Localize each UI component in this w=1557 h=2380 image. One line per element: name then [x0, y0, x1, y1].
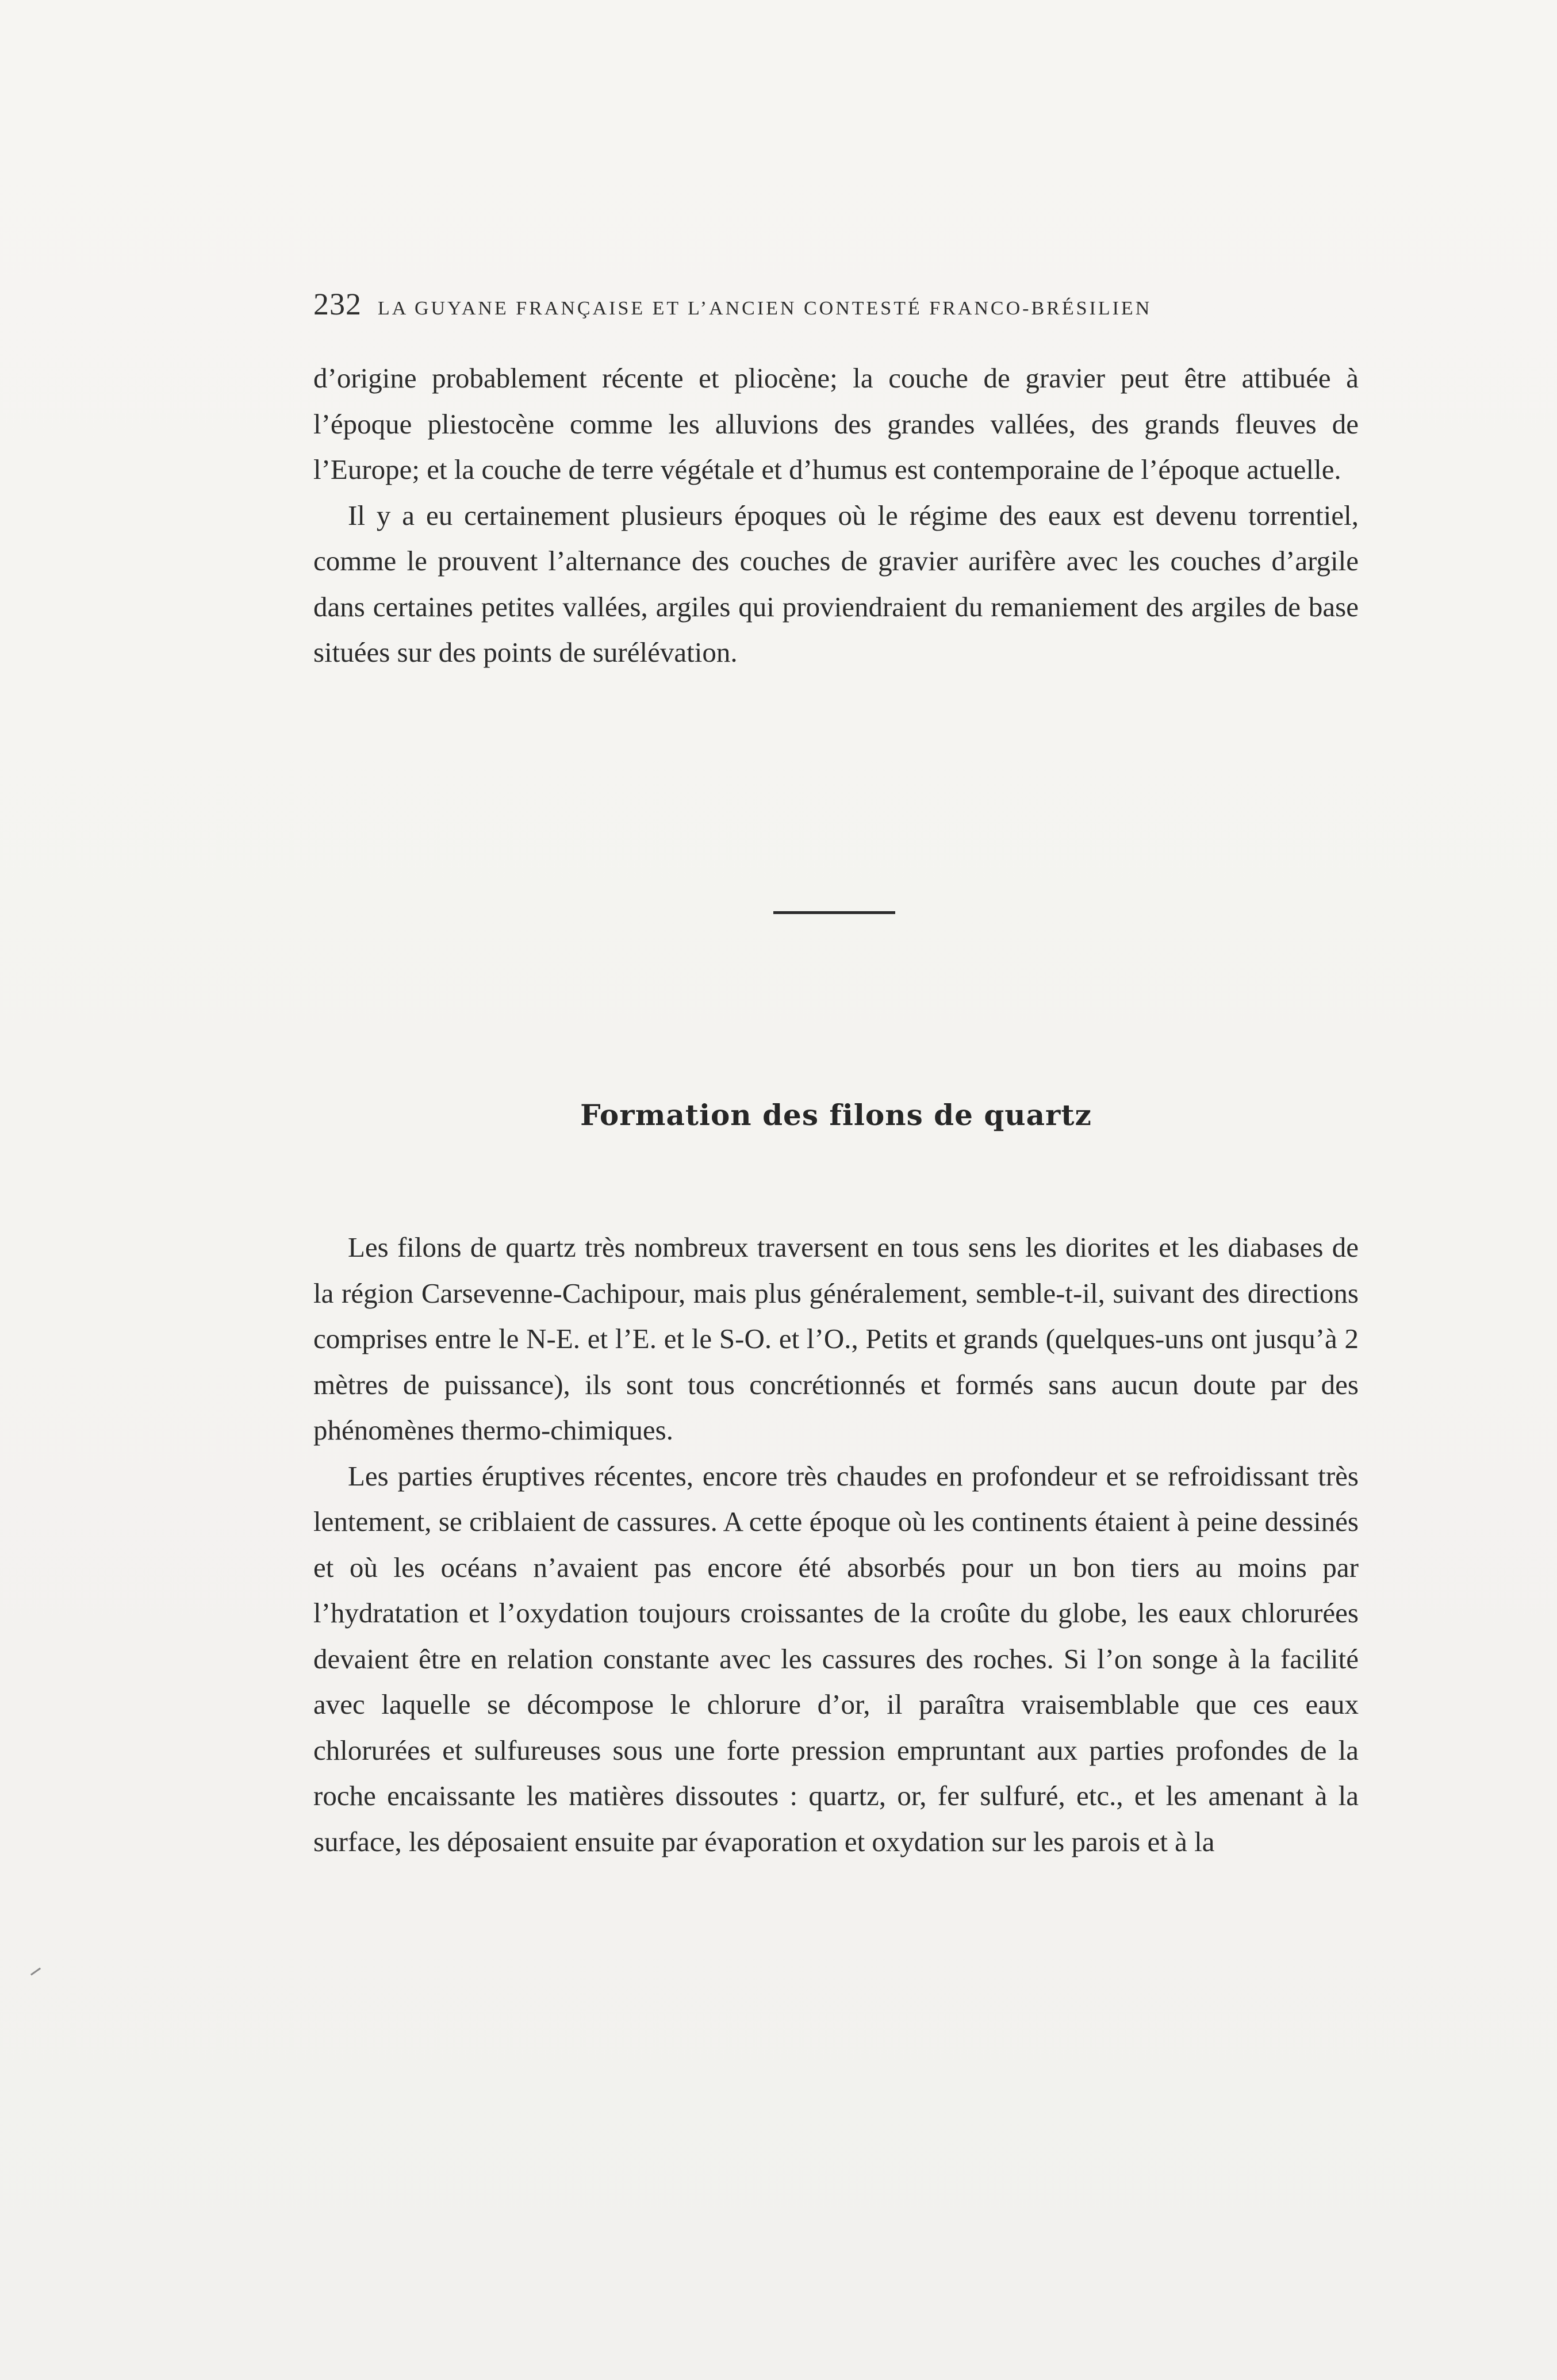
continued-text-block [313, 355, 1359, 675]
page-header [313, 286, 1274, 327]
section-heading: Formation des filons de quartz [580, 1098, 1092, 1132]
section-text-block [313, 1224, 1359, 1864]
paragraph: d’origine probablement récente et pliocène; la couche de gravier peut être attibuée à l’époque pliestocène comme les alluvions des grandes vallées, des grands fleuves de l’Europe; et la couche de terre végétale et d’humus est contemporaine de l’époque actuelle. [313, 362, 1359, 485]
section-divider [773, 911, 895, 914]
paragraph: Les parties éruptives récentes, encore très chaudes en profondeur et se refroidissant très lentement, se criblaient de cassures. A cette époque où les continents étaient à peine dessinés et où les océans n’avaient pas encore été absorbés pour un bon tiers au moins par l’hydratation et l’oxydation toujours croissantes de la croûte du globe, les eaux chlorurées devaient être en relation constante avec les cassures des roches. Si l’on songe à la facilité avec laquelle se décompose le chlorure d’or, il paraîtra vraisemblable que ces eaux chlorurées et sulfureuses sous une forte pression empruntant aux parties profondes de la roche encaissante les matières dissoutes : quartz, or, fer sulfuré, etc., et les amenant à la surface, les déposaient ensuite par évaporation et oxydation sur les parois et à la [313, 1460, 1359, 1857]
paragraph: Les filons de quartz très nombreux traversent en tous sens les diorites et les diabases de la région Carsevenne-Cachipour, mais plus généralement, semble-t-il, suivant des directions comprises entre le N-E. et l’E. et le S-O. et l’O., Petits et grands (quelques-uns ont jusqu’à 2 mètres de puissance), ils sont tous concrétionnés et formés sans aucun doute par des phénomènes thermo-chimiques. [313, 1231, 1359, 1446]
running-head: LA GUYANE FRANÇAISE ET L’ANCIEN CONTESTÉ FRANCO-BRÉSILIEN [378, 298, 1152, 319]
page-number: 232 [313, 287, 362, 321]
margin-speck [30, 1968, 41, 1976]
paragraph: Il y a eu certainement plusieurs époques où le régime des eaux est devenu torrentiel, comme le prouvent l’alternance des couches de gravier aurifère avec les couches d’argile dans certaines petites vallées, argiles qui proviendraient du remaniement des argiles de base situées sur des points de surélévation. [313, 499, 1359, 668]
